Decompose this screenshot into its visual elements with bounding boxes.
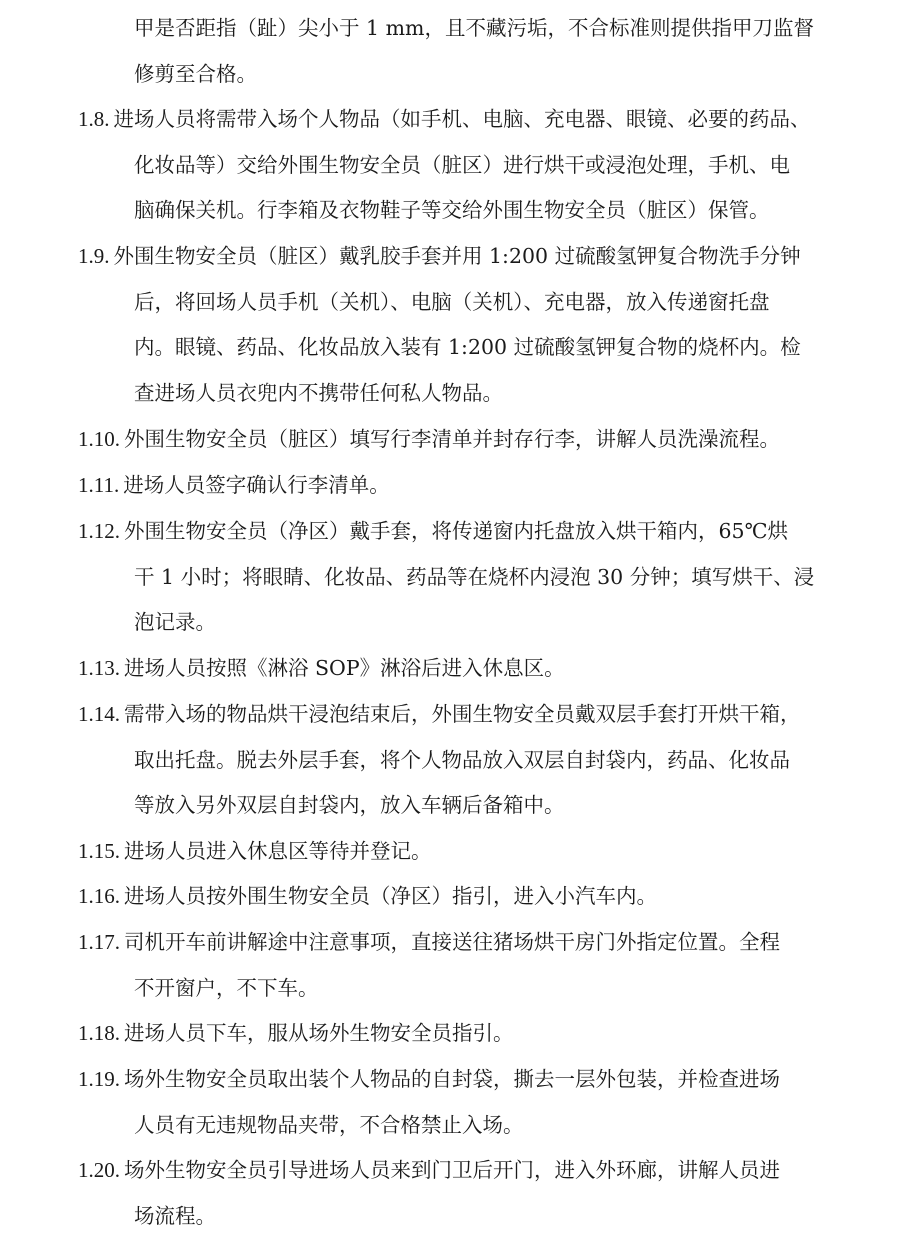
item-line: 司机开车前讲解途中注意事项，直接送往猪场烘干房门外指定位置。全程 bbox=[120, 920, 780, 966]
item-number: 1.10. bbox=[78, 417, 120, 463]
item-line: 场流程。 bbox=[78, 1194, 848, 1239]
item-line: 进场人员进入休息区等待并登记。 bbox=[120, 829, 432, 875]
item-number: 1.8. bbox=[78, 97, 110, 143]
list-item bbox=[78, 1057, 848, 1148]
item-line: 进场人员签字确认行李清单。 bbox=[119, 463, 390, 509]
item-line: 后，将回场人员手机（关机）、电脑（关机）、充电器，放入传递窗托盘 bbox=[78, 280, 848, 326]
item-line: 进场人员下车，服从场外生物安全员指引。 bbox=[120, 1011, 514, 1057]
item-number: 1.13. bbox=[78, 646, 120, 692]
item-number: 1.9. bbox=[78, 234, 110, 280]
list-item bbox=[78, 874, 848, 920]
list-item bbox=[78, 646, 848, 692]
item-number: 1.18. bbox=[78, 1011, 120, 1057]
item-line: 等放入另外双层自封袋内，放入车辆后备箱中。 bbox=[78, 783, 848, 829]
item-line: 脑确保关机。行李箱及衣物鞋子等交给外围生物安全员（脏区）保管。 bbox=[78, 188, 848, 234]
item-number: 1.16. bbox=[78, 874, 120, 920]
list-item bbox=[78, 920, 848, 1011]
item-line: 进场人员按照《淋浴 SOP》淋浴后进入休息区。 bbox=[120, 646, 565, 692]
item-line: 外围生物安全员（脏区）戴乳胶手套并用 1:200 过硫酸氢钾复合物洗手分钟 bbox=[110, 234, 801, 280]
item-number: 1.20. bbox=[78, 1148, 120, 1194]
item-line: 人员有无违规物品夹带，不合格禁止入场。 bbox=[78, 1103, 848, 1149]
list-item bbox=[78, 829, 848, 875]
list-item bbox=[78, 97, 848, 234]
list-item bbox=[78, 509, 848, 646]
list-item-continuation bbox=[78, 6, 848, 97]
item-number: 1.15. bbox=[78, 829, 120, 875]
item-line: 干 1 小时；将眼睛、化妆品、药品等在烧杯内浸泡 30 分钟；填写烘干、浸 bbox=[78, 555, 848, 601]
item-number: 1.17. bbox=[78, 920, 120, 966]
list-item bbox=[78, 463, 848, 509]
item-line: 泡记录。 bbox=[78, 600, 848, 646]
item-number: 1.14. bbox=[78, 692, 120, 738]
item-line: 外围生物安全员（净区）戴手套，将传递窗内托盘放入烘干箱内，65℃烘 bbox=[120, 509, 788, 555]
list-item bbox=[78, 1011, 848, 1057]
list-item bbox=[78, 692, 848, 829]
item-line: 需带入场的物品烘干浸泡结束后，外围生物安全员戴双层手套打开烘干箱， bbox=[120, 692, 801, 738]
item-number: 1.11. bbox=[78, 463, 119, 509]
list-item bbox=[78, 417, 848, 463]
item-line: 场外生物安全员取出装个人物品的自封袋，撕去一层外包装，并检查进场 bbox=[120, 1057, 780, 1103]
item-line: 查进场人员衣兜内不携带任何私人物品。 bbox=[78, 371, 848, 417]
item-line: 场外生物安全员引导进场人员来到门卫后开门，进入外环廊，讲解人员进 bbox=[120, 1148, 780, 1194]
item-line: 修剪至合格。 bbox=[78, 52, 848, 98]
item-line: 取出托盘。脱去外层手套，将个人物品放入双层自封袋内，药品、化妆品 bbox=[78, 738, 848, 784]
item-line: 内。眼镜、药品、化妆品放入装有 1:200 过硫酸氢钾复合物的烧杯内。检 bbox=[78, 325, 848, 371]
item-line: 不开窗户，不下车。 bbox=[78, 966, 848, 1012]
item-line: 化妆品等）交给外围生物安全员（脏区）进行烘干或浸泡处理，手机、电 bbox=[78, 143, 848, 189]
list-item bbox=[78, 1148, 848, 1239]
item-number: 1.12. bbox=[78, 509, 120, 555]
list-item bbox=[78, 234, 848, 416]
item-line: 进场人员按外围生物安全员（净区）指引，进入小汽车内。 bbox=[120, 874, 657, 920]
item-line: 外围生物安全员（脏区）填写行李清单并封存行李，讲解人员洗澡流程。 bbox=[120, 417, 780, 463]
item-number: 1.19. bbox=[78, 1057, 120, 1103]
item-line: 进场人员将需带入场个人物品（如手机、电脑、充电器、眼镜、必要的药品、 bbox=[110, 97, 811, 143]
item-line: 甲是否距指（趾）尖小于 1 mm，且不藏污垢，不合标准则提供指甲刀监督 bbox=[78, 6, 848, 52]
